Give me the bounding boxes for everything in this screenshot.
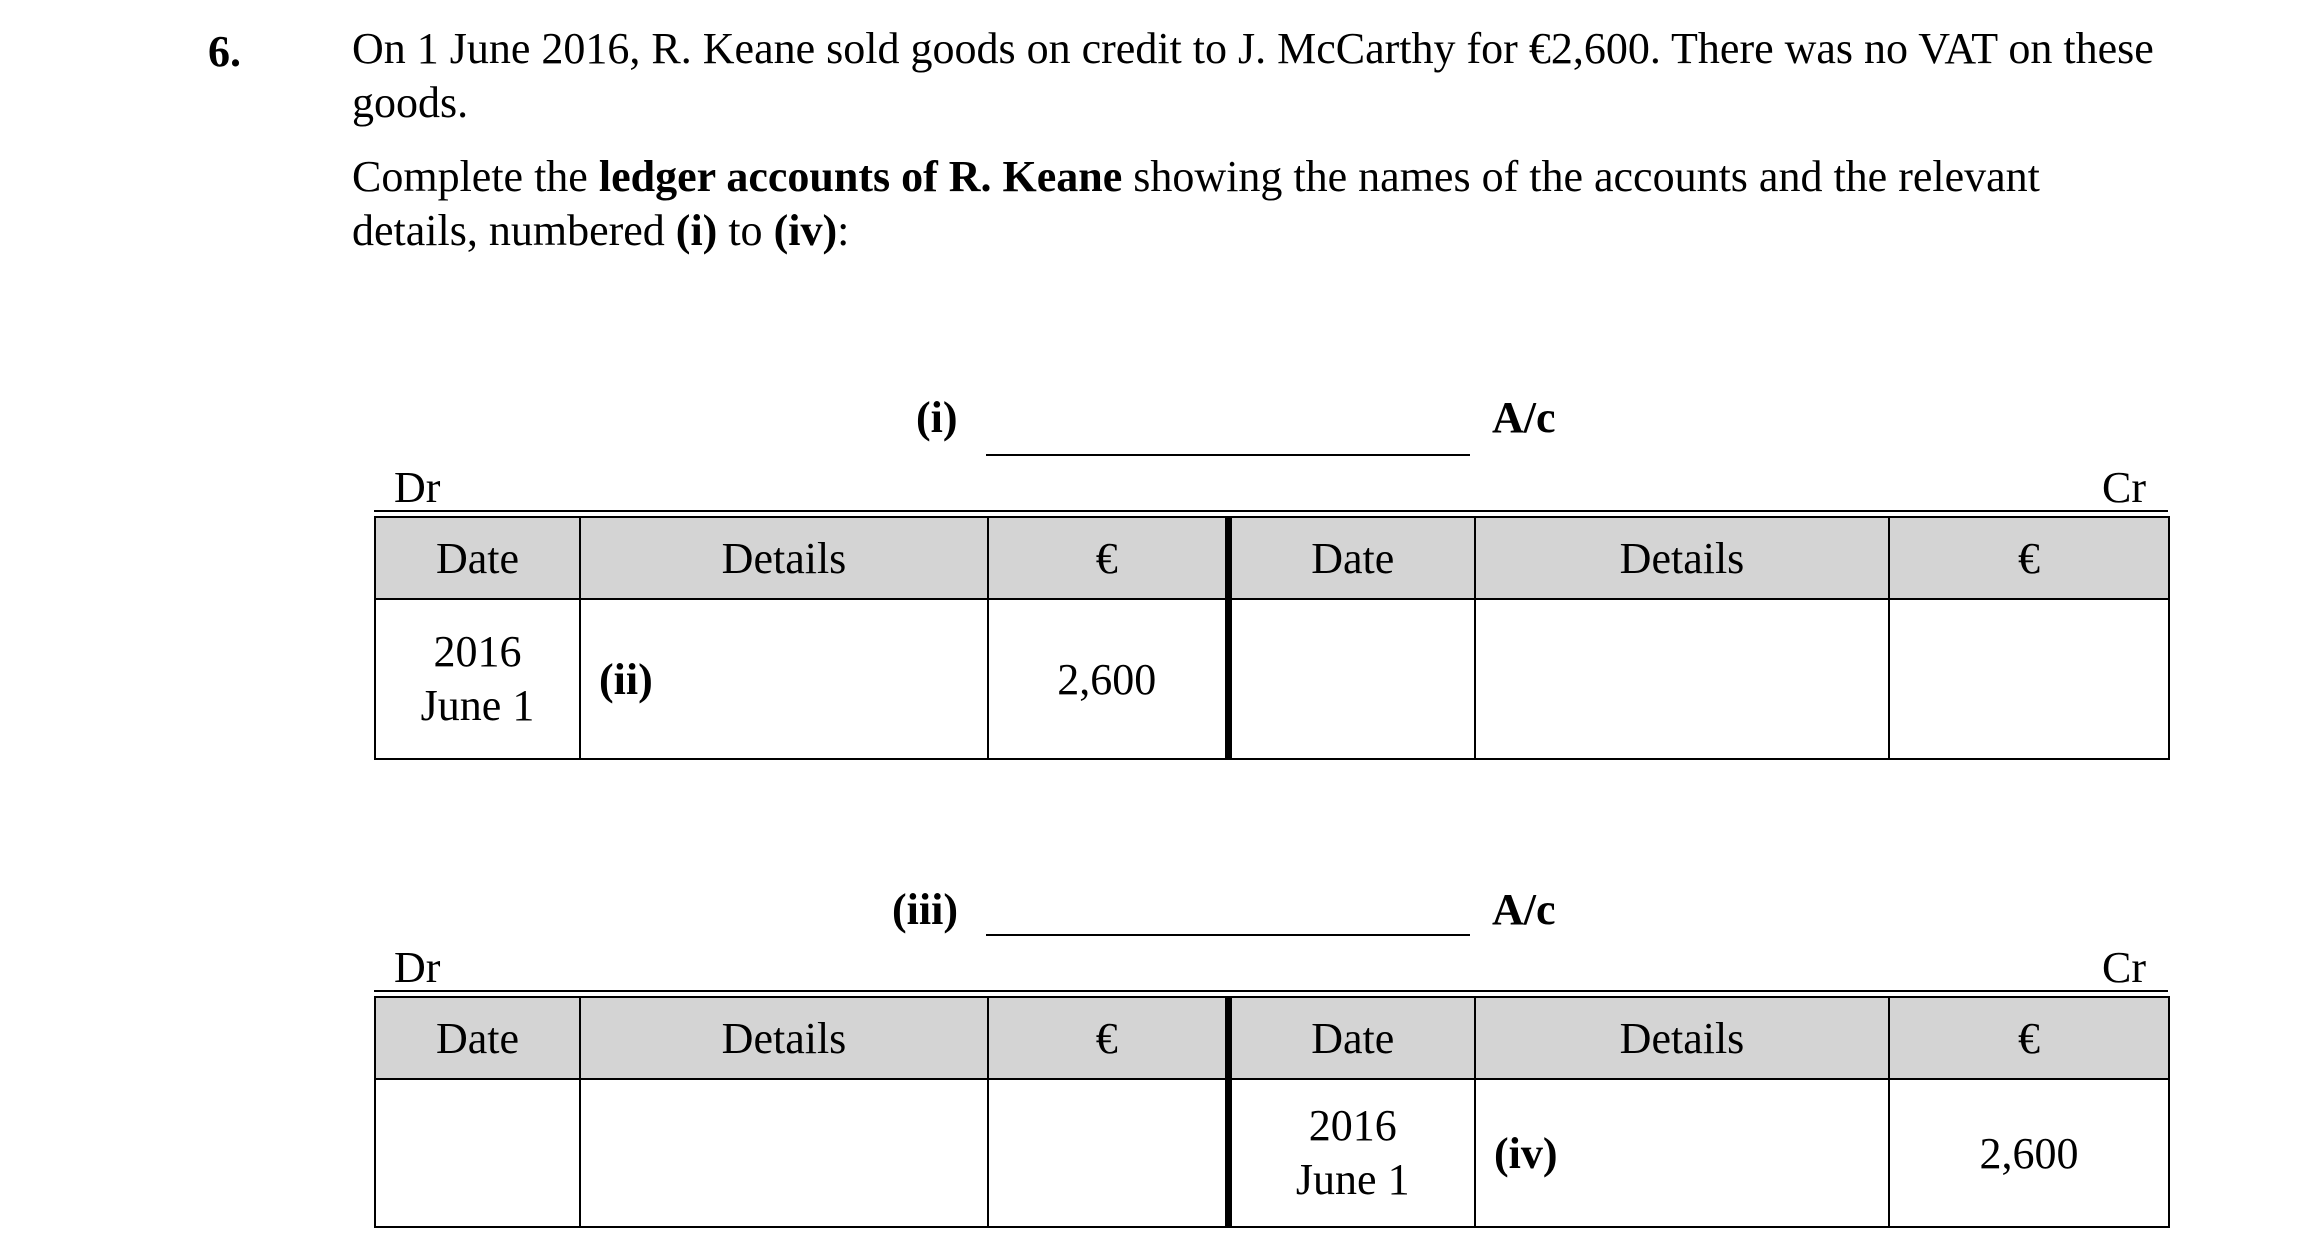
- cr-date-header: Date: [1228, 997, 1475, 1079]
- instruction-text: :: [837, 206, 850, 255]
- cr-date-cell: [1228, 1079, 1475, 1227]
- account1-entry-row: [375, 599, 2169, 759]
- cr-details-cell[interactable]: (iv): [1475, 1079, 1889, 1227]
- account2-entry-row: [375, 1079, 2169, 1227]
- dr-euro-header: €: [988, 997, 1228, 1079]
- dr-date-cell: [375, 599, 580, 759]
- account2-dr: Dr: [394, 943, 441, 992]
- account1-cr: Cr: [2102, 463, 2146, 512]
- account2-label: (iii): [892, 885, 958, 934]
- question-number: 6.: [208, 27, 241, 76]
- entry-year: 2016: [433, 627, 522, 676]
- question-intro: On 1 June 2016, R. Keane sold goods on credit to J. McCarthy for €2,600. There was no VAT on these goods.: [352, 24, 2154, 127]
- cr-date-header: Date: [1228, 517, 1475, 599]
- account2-header-row: [375, 997, 2169, 1079]
- account2-name-blank[interactable]: [986, 934, 1470, 936]
- cr-details-header: Details: [1475, 517, 1889, 599]
- account1-dr: Dr: [394, 463, 441, 512]
- account2-ac: A/c: [1492, 885, 1556, 934]
- account2-ledger-table: [374, 996, 2170, 1228]
- entry-day: June 1: [1295, 1155, 1410, 1204]
- dr-date-header: Date: [375, 997, 580, 1079]
- dr-details-cell[interactable]: (ii): [580, 599, 988, 759]
- dr-amount-cell[interactable]: [988, 1079, 1228, 1227]
- cr-euro-header: €: [1889, 997, 2169, 1079]
- dr-date-header: Date: [375, 517, 580, 599]
- dr-details-header: Details: [580, 997, 988, 1079]
- instruction-bold-ledger: ledger accounts of R. Keane: [598, 152, 1123, 201]
- account1-ac: A/c: [1492, 393, 1556, 442]
- dr-details-header: Details: [580, 517, 988, 599]
- entry-day: June 1: [420, 681, 535, 730]
- instruction-text: showing the names of the accounts and the relevant details, numbered: [352, 152, 2040, 255]
- account1-ledger-table: [374, 516, 2170, 760]
- dr-euro-header: €: [988, 517, 1228, 599]
- account1-header-row: [375, 517, 2169, 599]
- dr-amount-cell: 2,600: [988, 599, 1228, 759]
- cr-details-header: Details: [1475, 997, 1889, 1079]
- cr-date-cell[interactable]: [1228, 599, 1475, 759]
- account2-top-rule: [374, 990, 2168, 992]
- account2-cr: Cr: [2102, 943, 2146, 992]
- account1-top-rule: [374, 510, 2168, 512]
- cr-euro-header: €: [1889, 517, 2169, 599]
- cr-details-cell[interactable]: [1475, 599, 1889, 759]
- question-instruction: [352, 150, 2172, 258]
- instruction-text: to: [717, 206, 774, 255]
- cr-amount-cell[interactable]: [1889, 599, 2169, 759]
- dr-details-cell[interactable]: [580, 1079, 988, 1227]
- instruction-text: Complete the: [352, 152, 599, 201]
- entry-year: 2016: [1308, 1101, 1397, 1150]
- account1-name-blank[interactable]: [986, 454, 1470, 456]
- account1-label: (i): [916, 393, 958, 442]
- cr-amount-cell: 2,600: [1889, 1079, 2169, 1227]
- instruction-bold-iv: (iv): [773, 206, 838, 255]
- dr-date-cell[interactable]: [375, 1079, 580, 1227]
- instruction-bold-i: (i): [675, 206, 718, 255]
